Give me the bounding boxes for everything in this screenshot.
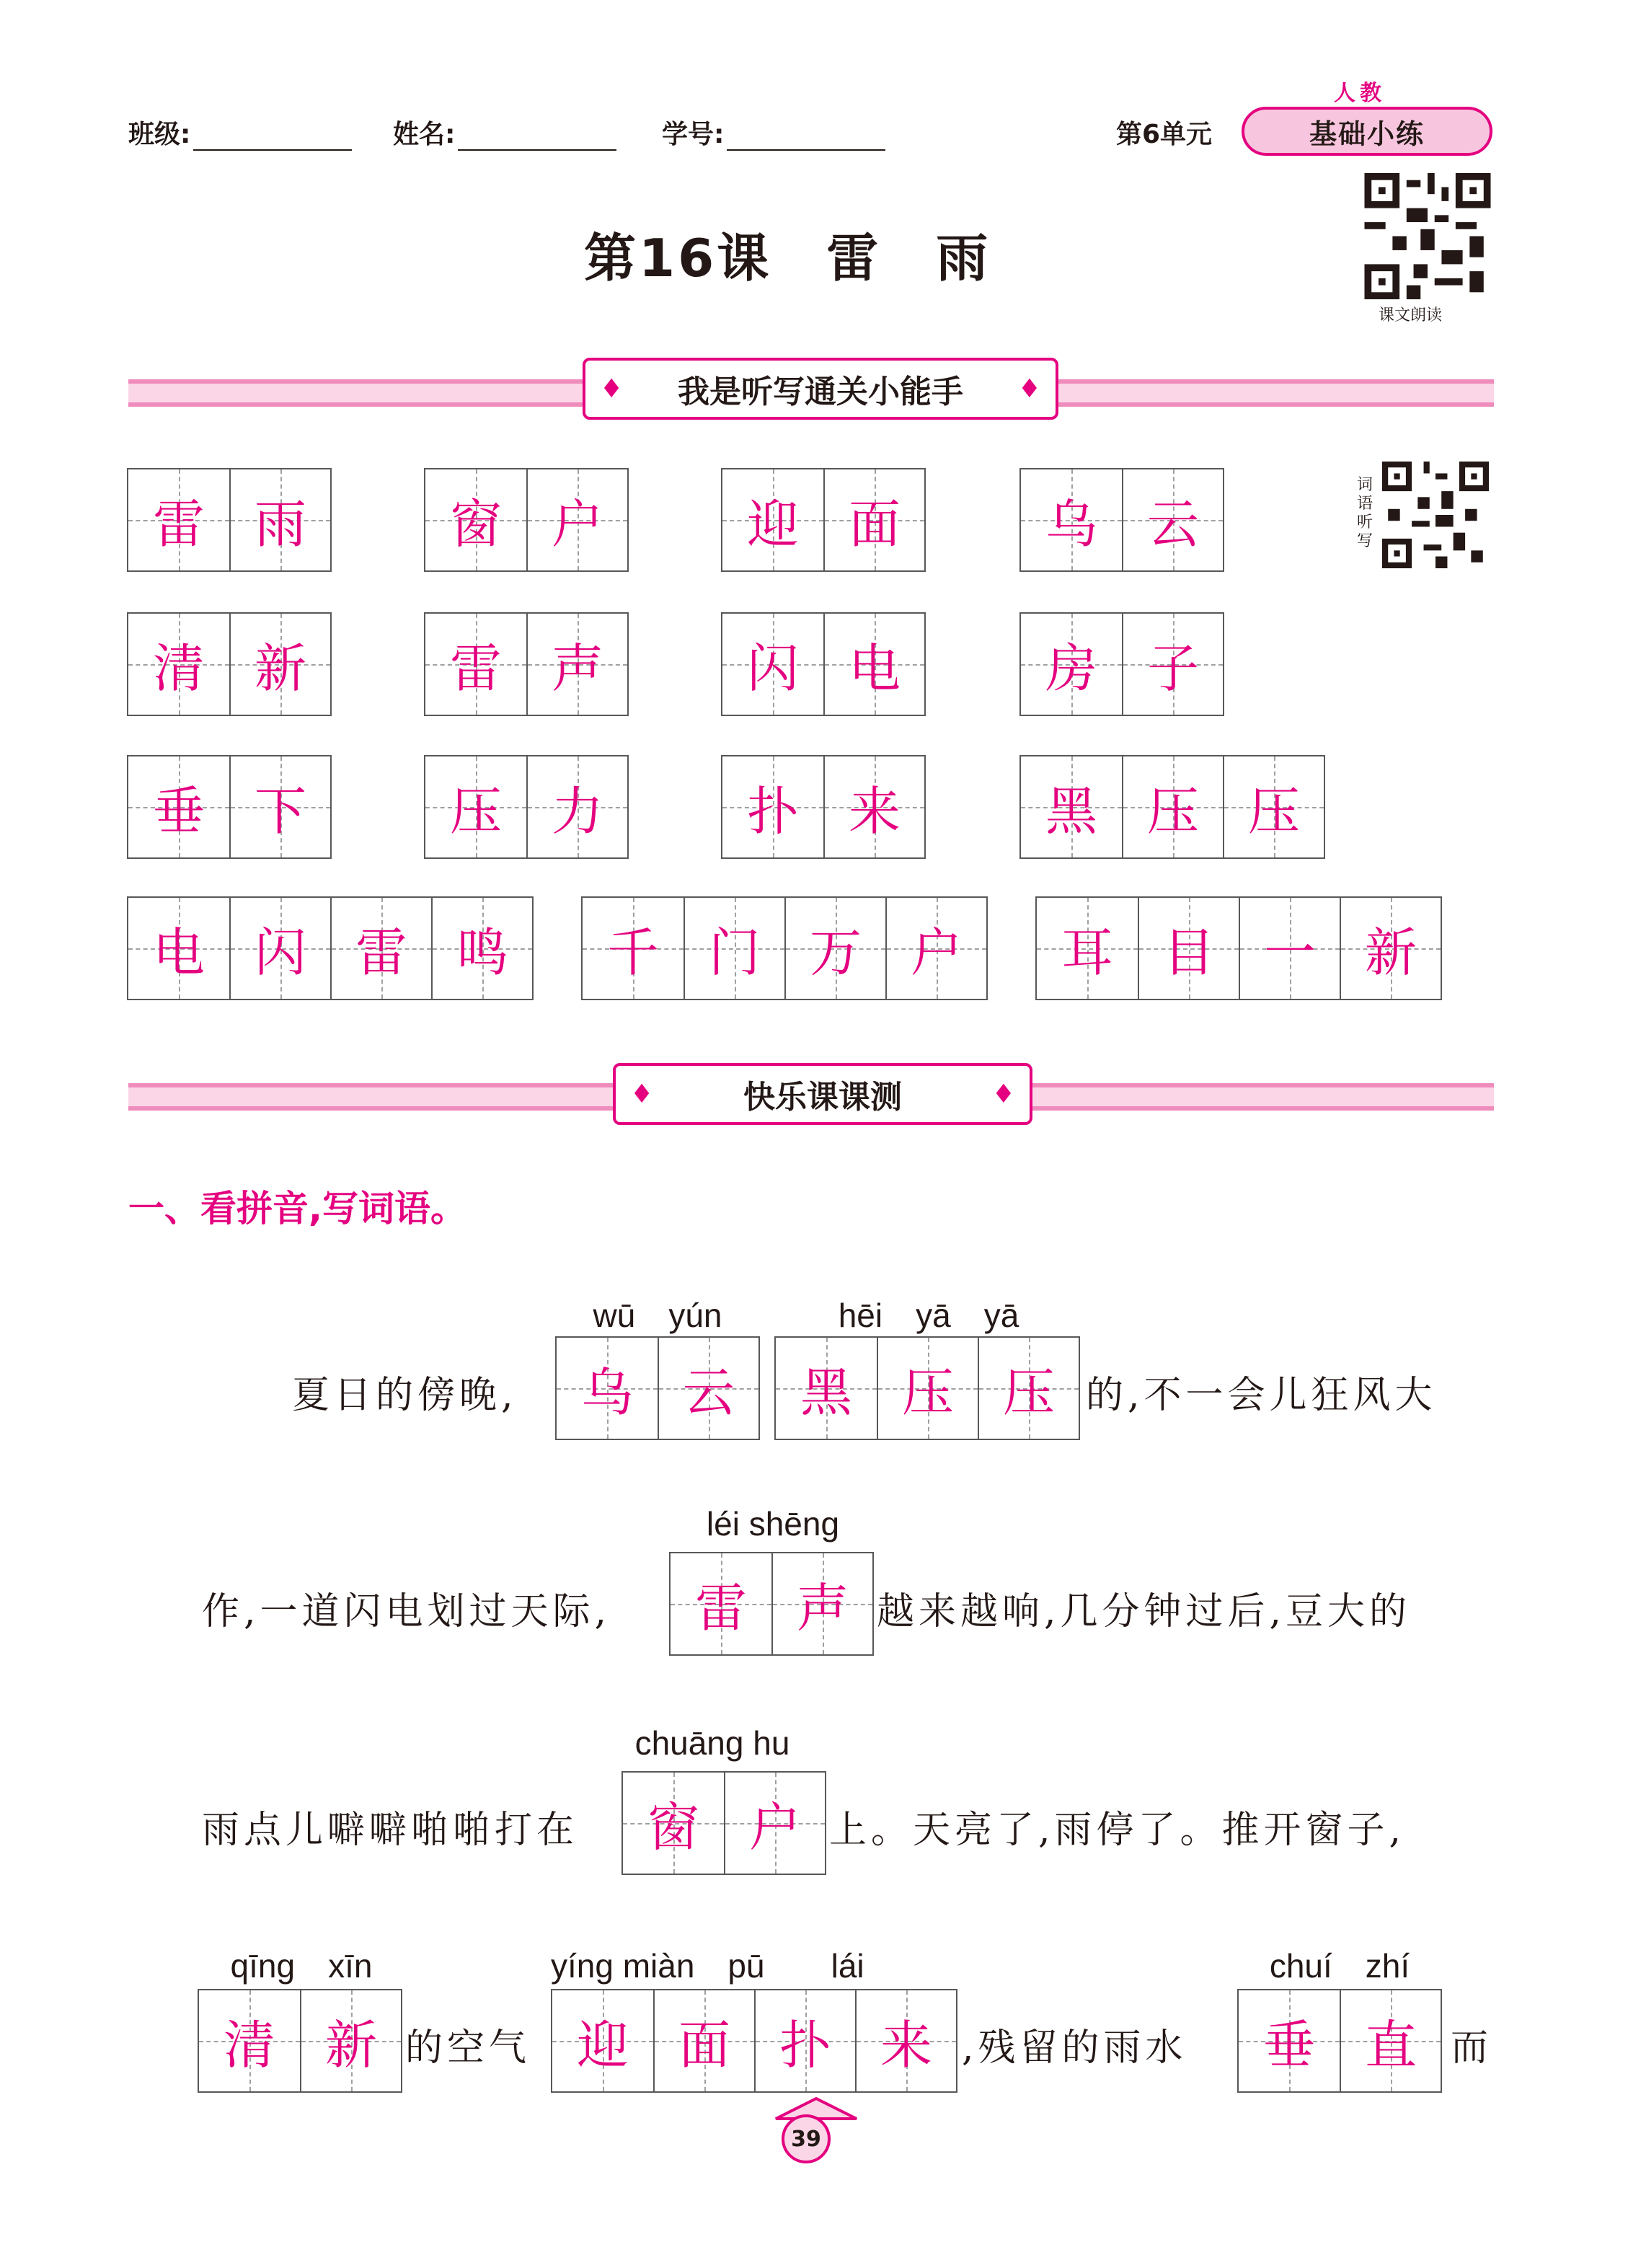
char-cell[interactable]: 面 — [823, 469, 924, 570]
char-cell[interactable]: 万 — [784, 898, 885, 999]
word-grid — [1035, 896, 1442, 1000]
page-number: 39 — [782, 2114, 831, 2163]
word-grid — [424, 612, 629, 716]
answer-grid — [774, 1336, 1080, 1440]
answer-grid — [551, 1989, 957, 2093]
unit-label: 第6单元 — [1116, 120, 1213, 149]
passage-text: 作,一道闪电划过天际, — [202, 1590, 611, 1633]
word-grid — [581, 896, 988, 1000]
answer-cell[interactable]: 户 — [724, 1773, 825, 1874]
answer-grid — [1237, 1989, 1442, 2093]
char-cell[interactable]: 雷 — [330, 898, 431, 999]
answer-cell[interactable]: 直 — [1340, 1990, 1441, 2091]
char-cell[interactable]: 扑 — [722, 756, 823, 857]
name-label: 姓名: — [393, 120, 456, 149]
class-label: 班级: — [128, 120, 191, 149]
answer-cell[interactable]: 扑 — [754, 1990, 855, 2091]
answer-grid — [621, 1771, 826, 1875]
answer-grid — [198, 1989, 402, 2093]
char-cell[interactable]: 压 — [425, 756, 526, 857]
word-grid — [1019, 612, 1224, 716]
passage-text: 的,不一会儿狂风大 — [1086, 1374, 1437, 1417]
char-cell[interactable]: 来 — [823, 756, 924, 857]
char-cell[interactable]: 门 — [684, 898, 784, 999]
section1-title: 我是听写通关小能手 — [678, 374, 963, 410]
char-cell[interactable]: 闪 — [722, 614, 823, 715]
word-grid — [721, 612, 926, 716]
answer-cell[interactable]: 雷 — [671, 1553, 771, 1654]
answer-grid — [669, 1552, 874, 1656]
passage-text: 而 — [1451, 2026, 1493, 2070]
answer-cell[interactable]: 新 — [300, 1990, 401, 2091]
class-blank[interactable] — [193, 125, 352, 151]
word-grid — [424, 468, 629, 572]
lesson-title: 第16课 雷 雨 — [584, 228, 991, 288]
pinyin: qīng xīn — [230, 1947, 373, 1985]
word-grid — [721, 468, 926, 572]
word-grid — [127, 468, 332, 572]
word-grid — [1019, 755, 1325, 859]
passage-text: 雨点儿噼噼啪啪打在 — [202, 1809, 579, 1852]
word-grid — [1019, 468, 1224, 572]
pinyin: hēi yā yā — [838, 1297, 1019, 1334]
diamond-icon: ♦ — [991, 1079, 1015, 1109]
char-cell[interactable]: 雷 — [425, 614, 526, 715]
answer-cell[interactable]: 窗 — [623, 1773, 724, 1874]
series-label: 基础小练 — [1309, 118, 1425, 150]
answer-cell[interactable]: 清 — [199, 1990, 300, 2091]
char-cell[interactable]: 下 — [229, 756, 330, 857]
char-cell[interactable]: 垂 — [128, 756, 229, 857]
char-cell[interactable]: 云 — [1122, 469, 1223, 570]
char-cell[interactable]: 一 — [1239, 898, 1340, 999]
name-blank[interactable] — [458, 125, 616, 151]
passage-text: 的空气 — [405, 2026, 531, 2070]
char-cell[interactable]: 雷 — [128, 469, 229, 570]
char-cell[interactable]: 力 — [526, 756, 627, 857]
answer-grid — [555, 1336, 760, 1440]
char-cell[interactable]: 迎 — [722, 469, 823, 570]
char-cell[interactable]: 清 — [128, 614, 229, 715]
char-cell[interactable]: 声 — [526, 614, 627, 715]
number-field — [662, 114, 885, 151]
char-cell[interactable]: 户 — [526, 469, 627, 570]
answer-cell[interactable]: 来 — [855, 1990, 956, 2091]
char-cell[interactable]: 目 — [1138, 898, 1239, 999]
name-field — [393, 114, 616, 151]
pinyin: yíng miàn pū lái — [551, 1947, 864, 1985]
pinyin: wū yún — [593, 1297, 722, 1334]
section2-title: 快乐课课测 — [743, 1079, 902, 1116]
answer-cell[interactable]: 云 — [658, 1338, 758, 1439]
char-cell[interactable]: 闪 — [229, 898, 330, 999]
publisher-label: 人教 — [1334, 81, 1386, 106]
char-cell[interactable]: 房 — [1021, 614, 1122, 715]
answer-cell[interactable]: 压 — [877, 1338, 978, 1439]
answer-cell[interactable]: 黑 — [776, 1338, 877, 1439]
word-grid — [127, 612, 332, 716]
word-grid — [127, 896, 534, 1000]
char-cell[interactable]: 千 — [583, 898, 684, 999]
qr-caption-dictation: 词语听写 — [1357, 476, 1373, 550]
char-cell[interactable]: 户 — [885, 898, 986, 999]
char-cell[interactable]: 窗 — [425, 469, 526, 570]
pinyin: chuāng hu — [634, 1724, 790, 1762]
passage-text: 夏日的傍晚, — [292, 1374, 518, 1417]
answer-cell[interactable]: 面 — [653, 1990, 754, 2091]
pinyin: chuí zhí — [1269, 1947, 1410, 1985]
answer-cell[interactable]: 迎 — [552, 1990, 653, 2091]
number-label: 学号: — [662, 120, 725, 149]
section1-banner — [583, 358, 1058, 420]
qr-code-icon[interactable] — [1363, 173, 1492, 299]
passage-text: 越来越响,几分钟过后,豆大的 — [877, 1590, 1412, 1633]
char-cell[interactable]: 压 — [1223, 756, 1324, 857]
pinyin: léi shēng — [706, 1505, 840, 1543]
answer-cell[interactable]: 垂 — [1239, 1990, 1340, 2091]
word-grid — [721, 755, 926, 859]
passage-text: ,残留的雨水 — [962, 2026, 1187, 2070]
answer-cell[interactable]: 乌 — [557, 1338, 658, 1439]
char-cell[interactable]: 雨 — [229, 469, 330, 570]
char-cell[interactable]: 黑 — [1021, 756, 1122, 857]
char-cell[interactable]: 新 — [1340, 898, 1441, 999]
passage-text: 上。天亮了,雨停了。推开窗子, — [829, 1809, 1406, 1852]
char-cell[interactable]: 鸣 — [431, 898, 532, 999]
char-cell[interactable]: 子 — [1122, 614, 1223, 715]
diamond-icon: ♦ — [600, 374, 624, 404]
qr-code-icon[interactable] — [1381, 462, 1490, 568]
series-badge — [1242, 107, 1492, 156]
word-grid — [127, 755, 332, 859]
word-grid — [424, 755, 629, 859]
question1-title: 一、看拼音,写词语。 — [128, 1188, 466, 1230]
section2-banner — [613, 1063, 1032, 1125]
diamond-icon: ♦ — [630, 1079, 654, 1109]
char-cell[interactable]: 电 — [128, 898, 229, 999]
char-cell[interactable]: 压 — [1122, 756, 1223, 857]
diamond-icon: ♦ — [1017, 374, 1041, 404]
qr-caption-reading: 课文朗读 — [1379, 306, 1443, 325]
number-blank[interactable] — [727, 125, 885, 151]
char-cell[interactable]: 耳 — [1037, 898, 1138, 999]
char-cell[interactable]: 乌 — [1021, 469, 1122, 570]
char-cell[interactable]: 电 — [823, 614, 924, 715]
class-field — [128, 114, 352, 151]
answer-cell[interactable]: 压 — [978, 1338, 1079, 1439]
answer-cell[interactable]: 声 — [771, 1553, 872, 1654]
char-cell[interactable]: 新 — [229, 614, 330, 715]
